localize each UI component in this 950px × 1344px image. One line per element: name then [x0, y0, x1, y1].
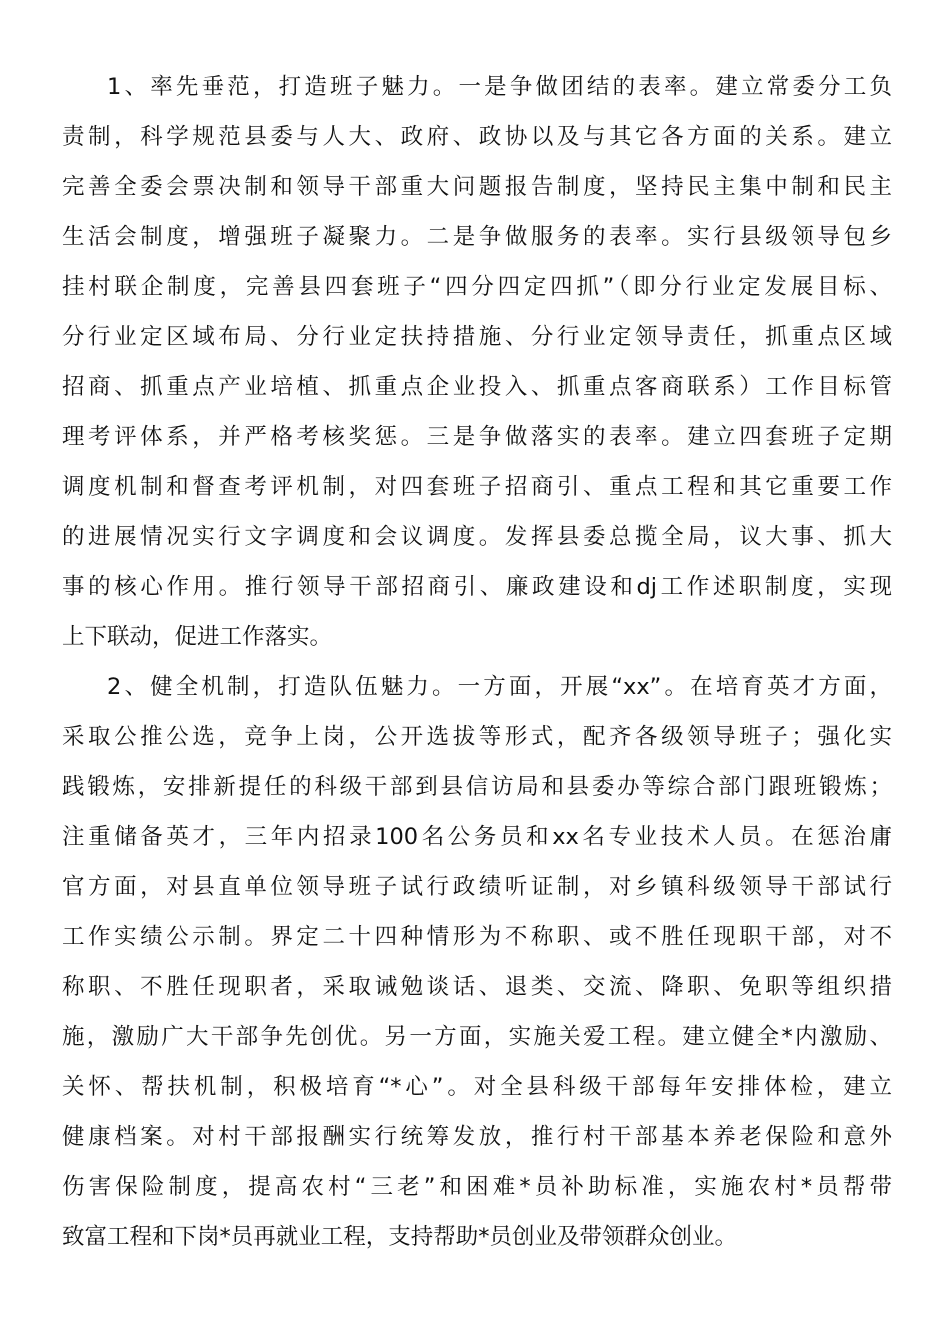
paragraph-line: 伤害保险制度，提高农村“三老”和困难*员补助标准，实施农村*员帮带 — [62, 1174, 892, 1200]
paragraph-line: 完善全委会票决制和领导干部重大问题报告制度，坚持民主集中制和民主 — [62, 174, 892, 200]
paragraph-1 — [62, 62, 892, 662]
paragraph-line: 工作实绩公示制。界定二十四种情形为不称职、或不胜任现职干部，对不 — [62, 924, 892, 950]
paragraph-line: 责制，科学规范县委与人大、政府、政协以及与其它各方面的关系。建立 — [62, 124, 892, 150]
paragraph-line: 践锻炼，安排新提任的科级干部到县信访局和县委办等综合部门跟班锻炼； — [62, 774, 892, 800]
paragraph-line: 致富工程和下岗*员再就业工程，支持帮助*员创业及带领群众创业。 — [62, 1224, 738, 1250]
paragraph-line: 施，激励广大干部争先创优。另一方面，实施关爱工程。建立健全*内激励、 — [62, 1024, 892, 1050]
paragraph-line: 采取公推公选，竞争上岗，公开选拔等形式，配齐各级领导班子；强化实 — [62, 724, 892, 750]
paragraph-line: 健康档案。对村干部报酬实行统筹发放，推行村干部基本养老保险和意外 — [62, 1124, 892, 1150]
paragraph-line: 称职、不胜任现职者，采取诫勉谈话、退类、交流、降职、免职等组织措 — [62, 974, 892, 1000]
paragraph-line: 关怀、帮扶机制，积极培育“*心”。对全县科级干部每年安排体检，建立 — [62, 1074, 892, 1100]
paragraph-line: 分行业定区域布局、分行业定扶持措施、分行业定领导责任，抓重点区域 — [62, 324, 892, 350]
paragraph-line: 上下联动，促进工作落实。 — [62, 624, 333, 650]
paragraph-line: 注重储备英才，三年内招录100名公务员和xx名专业技术人员。在惩治庸 — [62, 824, 892, 850]
paragraph-line: 理考评体系，并严格考核奖惩。三是争做落实的表率。建立四套班子定期 — [62, 424, 892, 450]
paragraph-line: 官方面，对县直单位领导班子试行政绩听证制，对乡镇科级领导干部试行 — [62, 874, 892, 900]
paragraph-line: 2、健全机制，打造队伍魅力。一方面，开展“xx”。在培育英才方面， — [107, 674, 892, 700]
paragraph-2 — [62, 662, 892, 1262]
paragraph-line: 的进展情况实行文字调度和会议调度。发挥县委总揽全局，议大事、抓大 — [62, 524, 892, 550]
paragraph-line: 事的核心作用。推行领导干部招商引、廉政建设和dj工作述职制度，实现 — [62, 574, 892, 600]
paragraph-line: 挂村联企制度，完善县四套班子“四分四定四抓”（即分行业定发展目标、 — [62, 274, 892, 300]
paragraph-line: 1、率先垂范，打造班子魅力。一是争做团结的表率。建立常委分工负 — [107, 74, 892, 100]
paragraph-line: 生活会制度，增强班子凝聚力。二是争做服务的表率。实行县级领导包乡 — [62, 224, 892, 250]
paragraph-line: 调度机制和督查考评机制，对四套班子招商引、重点工程和其它重要工作 — [62, 474, 892, 500]
paragraph-line: 招商、抓重点产业培植、抓重点企业投入、抓重点客商联系）工作目标管 — [62, 374, 892, 400]
